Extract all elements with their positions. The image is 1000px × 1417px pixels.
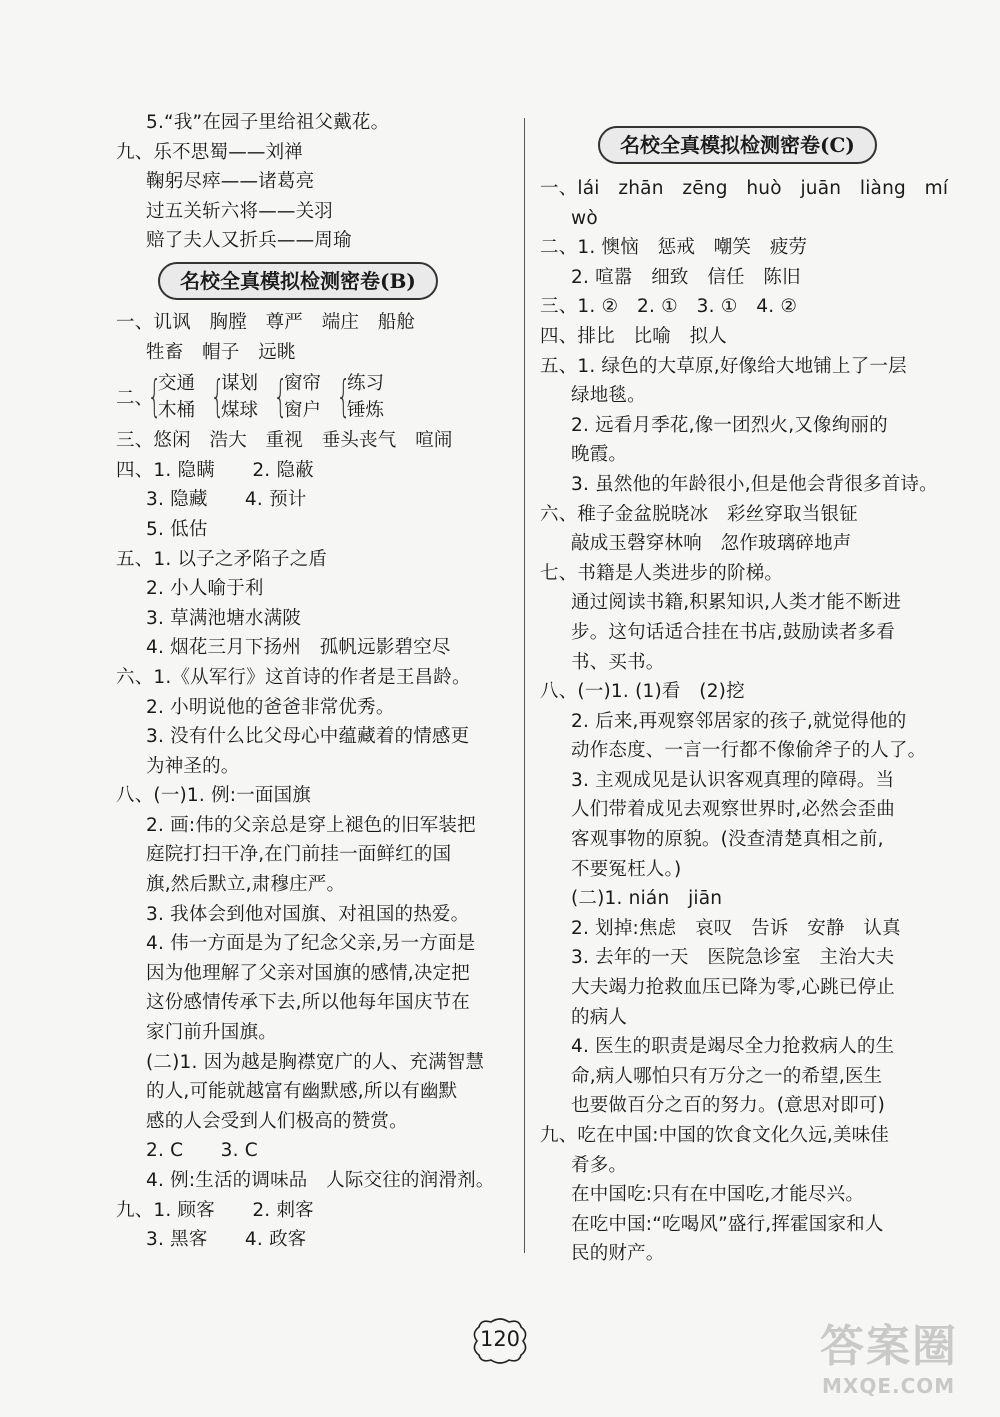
answer-line: 为神圣的。 bbox=[146, 755, 240, 777]
answer-line: 六、稚子金盆脱晓冰 彩丝穿取当银钲 bbox=[540, 503, 858, 525]
answer-line: 二、1. 懊恼 惩戒 嘲笑 疲劳 bbox=[540, 237, 808, 259]
answer-line: 在中国吃:只有在中国吃,才能尽兴。 bbox=[571, 1184, 865, 1206]
answer-line: 不要冤枉人。) bbox=[571, 858, 682, 880]
answer-line: 七、书籍是人类进步的阶梯。 bbox=[540, 562, 784, 584]
answer-line: 因为他理解了父亲对国旗的感情,决定把 bbox=[146, 962, 470, 984]
word: 交通 bbox=[158, 372, 196, 394]
word: 窗户 bbox=[284, 399, 322, 421]
answer-line: 民的财产。 bbox=[571, 1243, 665, 1265]
answer-line: 4. 医生的职责是竭尽全力抢救病人的生 bbox=[571, 1036, 895, 1058]
answer-line: 通过阅读书籍,积累知识,人类才能不断进 bbox=[571, 592, 902, 614]
answer-line: 九、吃在中国:中国的饮食文化久远,美味佳 bbox=[540, 1125, 890, 1146]
brace-icon: { bbox=[336, 370, 351, 422]
answer-line: 八、(一)1. 例:一面国旗 bbox=[116, 785, 312, 807]
answer-line: 3. 隐藏 4. 预计 bbox=[146, 489, 307, 511]
answer-line: 八、(一)1. (1)看 (2)挖 bbox=[540, 681, 745, 703]
column-divider bbox=[524, 118, 525, 1253]
answer-line: 四、1. 隐瞒 2. 隐蔽 bbox=[116, 459, 314, 481]
answer-line: 3. 主观成见是认识客观真理的障碍。当 bbox=[571, 769, 895, 791]
answer-line: 三、悠闲 浩大 重视 垂头丧气 喧闹 bbox=[116, 430, 453, 452]
answer-line: 一、讥讽 胸膛 尊严 端庄 船舱 bbox=[116, 311, 416, 333]
answer-line: 五、1. 以子之矛陷子之盾 bbox=[116, 548, 328, 570]
brace-icon: { bbox=[210, 370, 225, 422]
answer-line: 人们带着成见去观察世界时,必然会歪曲 bbox=[571, 799, 895, 821]
section-title-c: 名校全真模拟检测密卷(C) bbox=[598, 126, 877, 164]
answer-line: 命,病人哪怕只有万分之一的希望,医生 bbox=[571, 1065, 883, 1087]
page-number: 120 bbox=[479, 1327, 521, 1351]
answer-line: 4. 烟花三月下扬州 孤帆远影碧空尽 bbox=[146, 637, 451, 659]
answer-line: (二)1. nián jiān bbox=[571, 888, 723, 910]
answer-line: 2. C 3. C bbox=[146, 1140, 258, 1162]
watermark-logo-text: 答案圈 bbox=[820, 1321, 958, 1372]
answer-line: 四、排比 比喻 拟人 bbox=[540, 325, 728, 347]
answer-line: 2. 后来,再观察邻居家的孩子,就觉得他的 bbox=[571, 710, 907, 732]
answer-line: 牲畜 帽子 远眺 bbox=[146, 341, 296, 363]
watermark-url: MXQE.COM bbox=[822, 1374, 956, 1398]
answer-line: 一、lái zhān zēng huò juān liàng mí bbox=[540, 178, 949, 199]
answer-line: 六、1.《从军行》这首诗的作者是王昌龄。 bbox=[116, 666, 471, 688]
section-title-b: 名校全真模拟检测密卷(B) bbox=[158, 262, 438, 300]
word-pair bbox=[333, 370, 384, 424]
answer-line: 敲成玉磬穿林响 忽作玻璃碎地声 bbox=[571, 533, 852, 555]
answer-line: 感的人会受到人们极高的赞赏。 bbox=[146, 1110, 408, 1132]
answer-line: 3. 黑客 4. 政客 bbox=[146, 1229, 307, 1251]
brace-icon: { bbox=[273, 370, 288, 422]
answer-line: 的病人 bbox=[571, 1006, 628, 1028]
answer-line: 家门前升国旗。 bbox=[146, 1022, 277, 1044]
page-number-badge bbox=[467, 1315, 533, 1367]
answer-line: 九、1. 顾客 2. 刺客 bbox=[116, 1199, 314, 1221]
answer-line: 3. 草满池塘水满陂 bbox=[146, 607, 302, 629]
answer-line: 3. 我体会到他对国旗、对祖国的热爱。 bbox=[146, 903, 470, 925]
answer-line: 这份感情传承下去,所以他每年国庆节在 bbox=[146, 992, 470, 1014]
word: 锤炼 bbox=[347, 399, 385, 421]
answer-line: 步。这句话适合挂在书店,鼓励读者多看 bbox=[571, 621, 895, 643]
answer-line: 大夫竭力抢救血压已降为零,心跳已停止 bbox=[571, 977, 895, 999]
answer-line: 4. 伟一方面是为了纪念父亲,另一方面是 bbox=[146, 933, 476, 955]
word-pair bbox=[144, 370, 195, 424]
site-watermark bbox=[808, 1306, 988, 1406]
answer-line: 2. 小人喻于利 bbox=[146, 578, 264, 600]
answer-line: 2. 划掉:焦虑 哀叹 告诉 安静 认真 bbox=[571, 917, 901, 939]
answer-line: 也要做百分之百的努力。(意思对即可) bbox=[571, 1095, 886, 1117]
answer-line: 4. 例:生活的调味品 人际交往的润滑剂。 bbox=[146, 1170, 495, 1191]
answer-line: 书、买书。 bbox=[571, 651, 665, 673]
answer-line: 2. 远看月季花,像一团烈火,又像绚丽的 bbox=[571, 414, 888, 436]
word-pair bbox=[207, 370, 258, 424]
answer-line: wò bbox=[571, 207, 598, 229]
word: 练习 bbox=[347, 372, 385, 394]
answer-line: 2. 喧嚣 细致 信任 陈旧 bbox=[571, 266, 801, 288]
answer-line: 2. 小明说他的爸爸非常优秀。 bbox=[146, 696, 395, 718]
answer-line: 绿地毯。 bbox=[571, 385, 646, 407]
answer-line: 的人,可能就越富有幽默感,所以有幽默 bbox=[146, 1081, 458, 1103]
answer-line: (二)1. 因为越是胸襟宽广的人、充满智慧 bbox=[146, 1051, 485, 1073]
answer-line: 鞠躬尽瘁——诸葛亮 bbox=[146, 171, 315, 193]
answer-line: 3. 虽然他的年龄很小,但是他会背很多首诗。 bbox=[571, 473, 938, 495]
brace-lead: 二、 bbox=[116, 387, 154, 409]
answer-line: 在吃中国:“吃喝风”盛行,挥霍国家和人 bbox=[571, 1213, 884, 1235]
answer-line: 庭院打扫干净,在门前挂一面鲜红的国 bbox=[146, 844, 452, 866]
answer-line: 5.“我”在园子里给祖父戴花。 bbox=[146, 112, 390, 133]
brace-answer-row bbox=[116, 367, 508, 426]
answer-line: 晚霞。 bbox=[571, 444, 628, 466]
answer-line: 客观事物的原貌。(没查清楚真相之前, bbox=[571, 829, 884, 851]
left-column bbox=[116, 108, 508, 1255]
answer-line: 过五关斩六将——关羽 bbox=[146, 200, 334, 222]
right-column bbox=[540, 108, 949, 1269]
answer-line: 旗,然后默立,肃穆庄严。 bbox=[146, 874, 346, 896]
answer-line: 三、1. ② 2. ① 3. ① 4. ② bbox=[540, 296, 798, 318]
word: 煤球 bbox=[221, 399, 259, 421]
brace-icon: { bbox=[147, 370, 162, 422]
answer-line: 五、1. 绿色的大草原,好像给大地铺上了一层 bbox=[540, 355, 907, 377]
answer-line: 赔了夫人又折兵——周瑜 bbox=[146, 230, 352, 252]
answer-line: 5. 低估 bbox=[146, 518, 208, 540]
word: 窗帘 bbox=[284, 372, 322, 394]
answer-line: 3. 没有什么比父母心中蕴藏着的情感更 bbox=[146, 726, 470, 748]
answer-line: 九、乐不思蜀——刘禅 bbox=[116, 141, 304, 163]
answer-line: 2. 画:伟的父亲总是穿上褪色的旧军装把 bbox=[146, 814, 476, 836]
word-pair bbox=[270, 370, 321, 424]
word: 谋划 bbox=[221, 372, 259, 394]
word: 木桶 bbox=[158, 399, 196, 421]
answer-line: 动作态度、一言一行都不像偷斧子的人了。 bbox=[571, 740, 927, 762]
answer-line: 肴多。 bbox=[571, 1154, 628, 1176]
answer-line: 3. 去年的一天 医院急诊室 主治大夫 bbox=[571, 947, 895, 969]
